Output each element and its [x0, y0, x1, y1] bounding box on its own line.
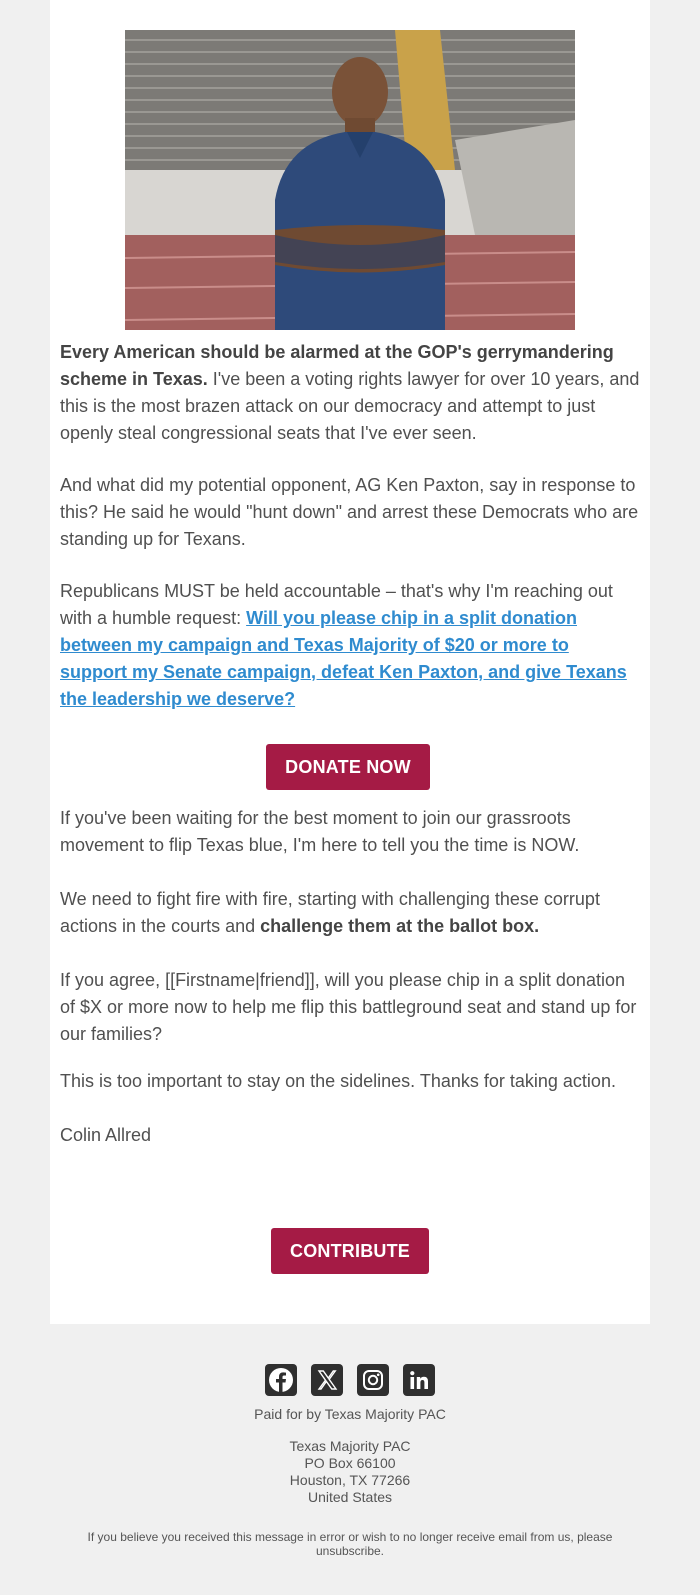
address-line2: Houston, TX 77266	[289, 1472, 411, 1488]
address-name: Texas Majority PAC	[289, 1438, 411, 1454]
paragraph-grassroots: If you've been waiting for the best moment to join our grassroots movement to flip Texas blue, I'm here to tell you the time is NOW.	[60, 808, 580, 855]
intro-text: I've been a voting rights lawyer for over 10 years, and this is the most brazen attack on our democracy and attempt to just openly steal congressional seats that I've ever seen.	[60, 369, 640, 443]
legal-text: If you believe you received this message in error or wish to no longer receive email from us, please	[87, 1530, 613, 1544]
fight-lead-text: We need to fight fire with fire, starting with challenging these corrupt actions in the courts and	[60, 889, 600, 936]
signature: Colin Allred	[60, 1125, 152, 1145]
paragraph-sidelines: This is too important to stay on the sidelines. Thanks for taking action.	[60, 1071, 616, 1091]
social-links	[265, 1364, 437, 1396]
donate-text-link[interactable]: Will you please chip in a split donation between my campaign and Texas Majority of $20 or more to support my Senate campaign, defeat Ken Paxton, and give Texans the leadership we deserve?	[60, 608, 627, 709]
address-line1: PO Box 66100	[304, 1455, 396, 1471]
paragraph-paxton: And what did my potential opponent, AG Ken Paxton, say in response to this? He said he would "hunt down" and arrest these Democrats who are standing up for Texans.	[60, 475, 639, 549]
donate-now-button[interactable]: DONATE NOW	[266, 744, 430, 790]
linkedin-icon[interactable]	[403, 1364, 435, 1396]
request-lead-text: Republicans MUST be held accountable – that's why I'm reaching out with a humble request:	[60, 581, 613, 628]
hero-photo	[125, 30, 575, 330]
x-icon[interactable]	[311, 1364, 343, 1396]
email-card	[50, 0, 650, 1324]
paragraph-intro	[60, 339, 640, 447]
instagram-icon[interactable]	[357, 1364, 389, 1396]
contribute-button[interactable]: CONTRIBUTE	[271, 1228, 429, 1274]
hero-image	[125, 30, 575, 330]
paragraph-fight	[60, 886, 640, 940]
unsubscribe-link[interactable]: unsubscribe.	[315, 1544, 385, 1558]
paragraph-request	[60, 578, 640, 713]
intro-bold-text: Every American should be alarmed at the GOP's gerrymandering scheme in Texas.	[60, 342, 614, 389]
facebook-icon[interactable]	[265, 1364, 297, 1396]
unsubscribe-notice	[0, 1530, 700, 1558]
fight-bold-text: challenge them at the ballot box.	[260, 916, 540, 936]
address-country: United States	[307, 1489, 393, 1505]
mailing-address	[0, 1438, 700, 1506]
paid-for-disclaimer: Paid for by Texas Majority PAC	[254, 1406, 446, 1422]
paragraph-agree: If you agree, [[Firstname|friend]], will you please chip in a split donation of $X or more now to help me flip this battleground seat and stand up for our families?	[60, 970, 637, 1044]
